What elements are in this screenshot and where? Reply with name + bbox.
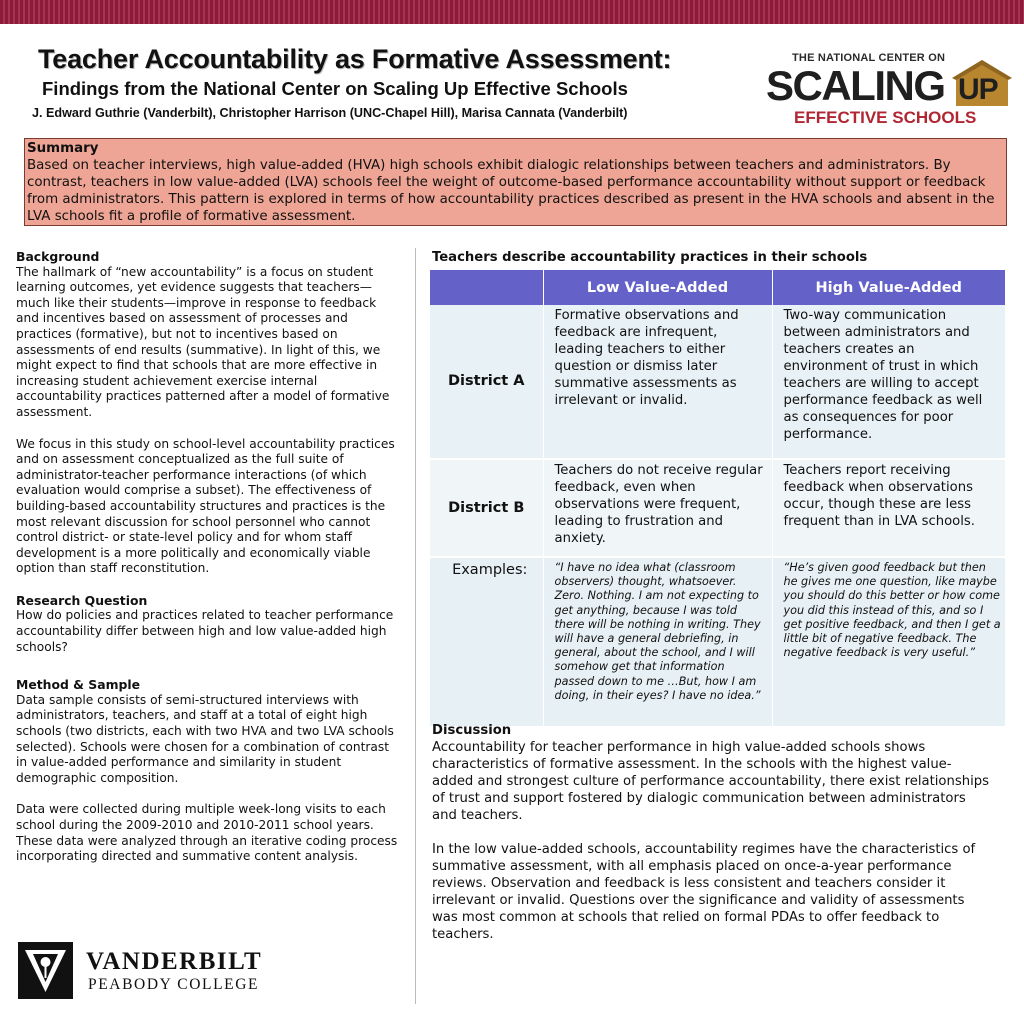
summary-box (24, 138, 1007, 226)
method-paragraph-1: Data sample consists of semi-structured interviews with administrators, teachers, and staff at a total of eight high schools (two districts, each with two HVA and two LVA schools selected). Schools were chosen for a combination of contrast in value-added performance and similarity in student demographic composition. (16, 692, 394, 785)
table-header-empty (430, 270, 543, 305)
vanderbilt-logo (18, 942, 270, 1000)
poster-subtitle: Findings from the National Center on Scaling Up Effective Schools (42, 78, 628, 99)
background-paragraph-1: The hallmark of “new accountability” is a focus on student learning outcomes, yet evidence suggests that teachers—much like their students—improve in response to feedback and incentives based on assessment of processes and practices (formative), but not to incentives based on assessments of end results (summative). In light of this, we might expect to find that schools that are more effective in increasing student achievement exercise internal accountability practices patterned after a model of formative assessment. (16, 264, 390, 419)
table-row (430, 305, 1005, 459)
scaling-up-logo-line3: EFFECTIVE SCHOOLS (794, 108, 977, 127)
scaling-up-logo-line1: THE NATIONAL CENTER ON (792, 52, 946, 64)
discussion-paragraph-1: Accountability for teacher performance in high value-added schools shows characteristics of formative assessment. In the schools with the highest value-added and strongest culture of performance accountability, there exist relationships of trust and support fostered by dialogic communication between administrators and teachers. (432, 740, 989, 823)
left-column (16, 249, 401, 865)
table-row (430, 459, 1005, 557)
scaling-up-logo (766, 34, 1016, 130)
table-header-row (430, 270, 1005, 305)
research-question-heading: Research Question (16, 592, 148, 608)
table-header-low: Low Value-Added (543, 270, 772, 305)
vanderbilt-logo-line2: PEABODY COLLEGE (88, 976, 260, 993)
quote-low: “I have no idea what (classroom observers) thought, whatsoever. Zero. Nothing. I am not expecting to get anything, because I was told there will be nothing in writing. They will have a general debriefing, in general, about the school, and I will somehow get that information passed down to me …But, how I am doing, in their eyes? I have no idea.” (543, 557, 772, 727)
background-paragraph-2: We focus in this study on school-level accountability practices and on assessment conceptualized as the full suite of administrator-teacher performance interactions (of which evaluation would comprise a subset). The effectiveness of building-based accountability structures and practices is the most relevant discussion for school personnel who cannot control district- or state-level policy and for whom staff development is a more politically and economically viable option than staff reconstitution. (16, 436, 395, 576)
discussion-paragraph-2: In the low value-added schools, accountability regimes have the characteristics of summative assessment, with all emphasis placed on once-a-year performance reviews. Observation and feedback is less consistent and teachers consider it irrelevant or invalid. Questions over the significance and validity of assessments was most common at schools that relied on formal PDAs to offer feedback to teachers. (432, 842, 976, 942)
discussion-heading: Discussion (432, 723, 512, 738)
method-heading: Method & Sample (16, 677, 141, 693)
poster-authors: J. Edward Guthrie (Vanderbilt), Christopher Harrison (UNC-Chapel Hill), Marisa Cannata (Vanderbilt) (32, 106, 628, 120)
row-label-district-a: District A (430, 305, 543, 459)
vanderbilt-shield-icon (18, 942, 73, 999)
quote-high: “He’s given good feedback but then he gives me one question, like maybe you should do this better or how come you did this instead of this, and so I get positive feedback, and then I get a little bit of negative feedback. The negative feedback is very useful.” (772, 557, 1005, 727)
cell-district-b-high: Teachers report receiving feedback when observations occur, though these are less frequent than in LVA schools. (772, 459, 1005, 557)
background-heading: Background (16, 249, 100, 264)
scaling-up-logo-up: UP (958, 73, 998, 106)
table-row (430, 557, 1005, 727)
top-decorative-bar (0, 0, 1024, 24)
accountability-table (430, 270, 1005, 728)
column-divider (415, 248, 416, 1004)
cell-district-a-high: Two-way communication between administrators and teachers creates an environment of trust in which teachers are willing to accept performance feedback as well as consequences for poor performance. (772, 305, 1005, 459)
poster-title: Teacher Accountability as Formative Assessment: (38, 44, 672, 74)
method-paragraph-2: Data were collected during multiple week-long visits to each school during the 2009-2010 and 2010-2011 school years. These data were analyzed through an iterative coding process incorporating directed and summative content analysis. (16, 802, 398, 864)
discussion-section (432, 722, 992, 943)
house-icon (952, 60, 1012, 106)
summary-text: Based on teacher interviews, high value-added (HVA) high schools exhibit dialogic relationships between teachers and administrators. By contrast, teachers in low value-added (LVA) schools feel the weight of outcome-based performance accountability without support or feedback from administrators. This pattern is explored in terms of how accountability practices described as present in the HVA schools and absent in the LVA schools fit a profile of formative assessment. (27, 158, 995, 224)
scaling-up-logo-line2: SCALING (766, 62, 945, 109)
cell-district-b-low: Teachers do not receive regular feedback, even when observations were frequent, leading to frustration and anxiety. (543, 459, 772, 557)
summary-heading: Summary (27, 141, 99, 156)
row-label-examples: Examples: (430, 557, 543, 727)
vanderbilt-logo-line1: VANDERBILT (86, 948, 263, 975)
table-header-high: High Value-Added (772, 270, 1005, 305)
cell-district-a-low: Formative observations and feedback are infrequent, leading teachers to either question or dismiss later summative assessments as irrelevant or invalid. (543, 305, 772, 459)
table-title: Teachers describe accountability practices in their schools (432, 250, 868, 265)
row-label-district-b: District B (430, 459, 543, 557)
research-question-text: How do policies and practices related to teacher performance accountability differ between high and low value-added high schools? (16, 608, 394, 654)
